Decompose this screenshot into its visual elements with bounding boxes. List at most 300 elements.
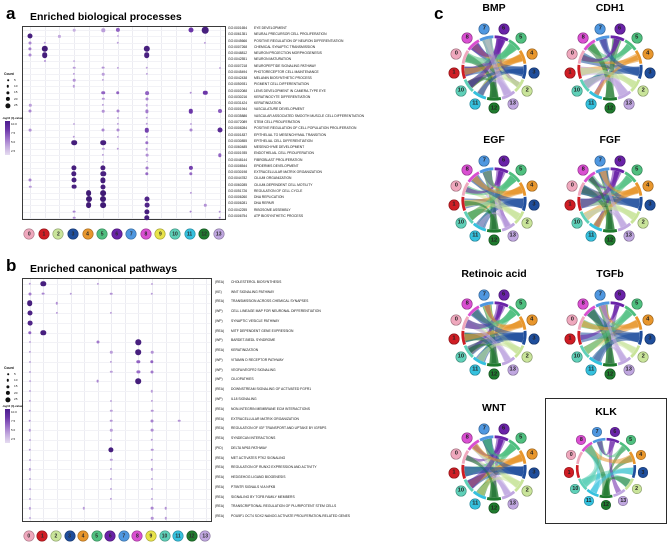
circos-node-0[interactable]: 0 — [566, 450, 576, 460]
cluster-chip-0[interactable]: 0 — [23, 531, 34, 542]
dot-marker — [203, 91, 207, 95]
circos-node-6[interactable]: 6 — [614, 289, 625, 300]
grid-line-horizontal — [23, 284, 211, 285]
circos-node-10[interactable]: 10 — [455, 85, 466, 96]
circos-node-6[interactable]: 6 — [498, 423, 509, 434]
term-name: REGULATION OF CELL CYCLE — [254, 188, 303, 193]
chord-group — [580, 38, 639, 97]
dot-marker — [42, 52, 48, 58]
dot-marker — [151, 449, 154, 452]
circos-node-2[interactable]: 2 — [522, 217, 533, 228]
circos-node-2[interactable]: 2 — [638, 85, 649, 96]
circos-node-5[interactable]: 5 — [515, 32, 526, 43]
legend-size-dot — [5, 103, 10, 108]
dot-marker — [178, 419, 181, 422]
dot-marker — [110, 488, 112, 490]
dot-marker — [86, 190, 92, 196]
legend-size-label: 5 — [14, 77, 16, 82]
term-identifier: GO:0006281 — [228, 201, 248, 206]
circos-plot-egf — [442, 148, 546, 252]
dot-marker — [136, 340, 141, 345]
term-label-row — [215, 339, 275, 342]
dot-marker — [145, 172, 148, 175]
cluster-chip-10[interactable]: 10 — [159, 531, 170, 542]
circos-title-bmp: BMP — [482, 2, 506, 14]
panel-b-letter: b — [6, 256, 17, 275]
circos-plot-wnt — [442, 416, 546, 520]
term-identifier: (REA) — [215, 514, 225, 519]
circos-node-4[interactable]: 4 — [526, 48, 537, 59]
dot-marker — [29, 110, 32, 113]
grid-line-horizontal — [23, 430, 211, 431]
circos-node-7[interactable]: 7 — [479, 289, 490, 300]
grid-line-vertical — [98, 279, 99, 521]
cluster-chip-0[interactable]: 0 — [24, 229, 35, 240]
cluster-chip-3[interactable]: 3 — [68, 229, 79, 240]
circos-node-0[interactable]: 0 — [451, 180, 462, 191]
circos-node-10[interactable]: 10 — [455, 217, 466, 228]
term-label-row — [228, 27, 287, 30]
circos-node-12[interactable]: 12 — [605, 103, 616, 114]
circos-node-10[interactable]: 10 — [571, 351, 582, 362]
term-name: EXTRACELLULAR MATRIX ORGANIZATION — [254, 170, 322, 175]
dot-marker — [144, 46, 150, 52]
grid-line-horizontal — [23, 193, 225, 194]
circos-node-0[interactable]: 0 — [567, 180, 578, 191]
circos-node-13[interactable]: 13 — [507, 230, 518, 241]
circos-node-2[interactable]: 2 — [522, 351, 533, 362]
cluster-chip-12[interactable]: 12 — [199, 229, 210, 240]
circos-node-12[interactable]: 12 — [489, 235, 500, 246]
circos-node-2[interactable]: 2 — [638, 217, 649, 228]
dot-marker — [116, 110, 119, 113]
term-label-row — [228, 159, 302, 162]
cluster-chip-5[interactable]: 5 — [91, 531, 102, 542]
dot-marker — [189, 172, 192, 175]
term-identifier: GO:0007218 — [228, 63, 248, 68]
circos-node-10[interactable]: 10 — [571, 85, 582, 96]
circos-node-6[interactable]: 6 — [610, 427, 620, 437]
circos-node-3[interactable]: 3 — [645, 333, 656, 344]
dot-marker — [29, 517, 31, 519]
circos-node-1[interactable]: 1 — [449, 333, 460, 344]
dot-marker — [146, 148, 149, 151]
dot-marker — [188, 28, 193, 33]
circos-node-7[interactable]: 7 — [595, 289, 606, 300]
circos-node-4[interactable]: 4 — [526, 448, 537, 459]
term-label-row — [215, 291, 274, 294]
circos-node-3[interactable]: 3 — [645, 67, 656, 78]
term-name: STEM CELL PROLIFERATION — [254, 120, 301, 124]
circos-node-11[interactable]: 11 — [470, 230, 481, 241]
grid-line-horizontal — [23, 155, 225, 156]
dot-marker — [145, 91, 149, 95]
term-identifier: GO:0035886 — [228, 113, 248, 118]
dot-marker — [151, 409, 154, 412]
dot-marker — [218, 109, 222, 113]
circos-node-12[interactable]: 12 — [489, 103, 500, 114]
cluster-chip-3[interactable]: 3 — [64, 531, 75, 542]
circos-node-0[interactable]: 0 — [451, 314, 462, 325]
cluster-chip-13[interactable]: 13 — [200, 531, 211, 542]
grid-line-horizontal — [23, 362, 211, 363]
term-label-row — [215, 476, 285, 479]
term-name: NON-INTEGRIN MEMBRANE ECM INTERACTIONS — [231, 406, 310, 411]
canonical-pathways-term-labels — [215, 278, 430, 522]
circos-node-12[interactable]: 12 — [605, 235, 616, 246]
circos-node-3[interactable]: 3 — [645, 199, 656, 210]
term-identifier: (PID) — [215, 445, 223, 450]
cluster-chip-8[interactable]: 8 — [132, 531, 143, 542]
ring-sector-1 — [579, 65, 581, 79]
circos-node-2[interactable]: 2 — [522, 85, 533, 96]
circos-node-5[interactable]: 5 — [631, 298, 642, 309]
dot-marker — [190, 123, 192, 125]
circos-node-3[interactable]: 3 — [529, 67, 540, 78]
cluster-chip-2[interactable]: 2 — [50, 531, 61, 542]
circos-node-1[interactable]: 1 — [449, 67, 460, 78]
term-label-row — [215, 398, 257, 401]
circos-node-11[interactable]: 11 — [470, 498, 481, 509]
term-label-row — [228, 46, 315, 49]
term-label-row — [215, 486, 275, 489]
circos-node-3[interactable]: 3 — [529, 333, 540, 344]
circos-node-4[interactable]: 4 — [642, 48, 653, 59]
term-identifier: (REA) — [215, 426, 225, 431]
cluster-chip-8[interactable]: 8 — [140, 229, 151, 240]
term-label-row — [228, 40, 343, 43]
legend-colorbar-b — [5, 409, 10, 443]
dot-marker — [145, 154, 148, 157]
term-identifier: (WP) — [215, 318, 223, 323]
circos-node-7[interactable]: 7 — [479, 155, 490, 166]
ring-sector-1 — [577, 465, 579, 478]
circos-node-8[interactable]: 8 — [462, 432, 473, 443]
canonical-pathways-cluster-axis — [22, 528, 212, 544]
cluster-chip-2[interactable]: 2 — [53, 229, 64, 240]
circos-title-wnt: WNT — [482, 402, 506, 414]
term-label-row — [228, 140, 313, 143]
legend-size-dot — [7, 373, 9, 375]
grid-line-horizontal — [23, 118, 225, 119]
circos-node-12[interactable]: 12 — [605, 369, 616, 380]
circos-node-8[interactable]: 8 — [462, 164, 473, 175]
term-label-row — [228, 215, 303, 218]
circos-node-8[interactable]: 8 — [462, 32, 473, 43]
grid-line-vertical — [166, 279, 167, 521]
dot-marker — [145, 141, 148, 144]
cluster-chip-11[interactable]: 11 — [173, 531, 184, 542]
cluster-chip-10[interactable]: 10 — [170, 229, 181, 240]
circos-node-11[interactable]: 11 — [470, 98, 481, 109]
term-identifier: GO:0048144 — [228, 157, 248, 162]
cluster-chip-4[interactable]: 4 — [82, 229, 93, 240]
term-name: DNA REPAIR — [254, 201, 275, 206]
panel-b-title: Enriched canonical pathways — [30, 263, 178, 275]
ring-sector-1 — [579, 331, 581, 345]
dot-marker — [28, 331, 31, 334]
term-name: MET ACTIVATES PTK2 SIGNALING — [231, 455, 286, 460]
dot-marker — [150, 370, 153, 373]
legend-color-title-b: -log10 (Q-value) — [2, 404, 24, 408]
cluster-chip-6[interactable]: 6 — [105, 531, 116, 542]
term-identifier: (REA) — [215, 494, 225, 499]
circos-plot-fgf — [558, 148, 662, 252]
grid-line-horizontal — [23, 218, 225, 219]
circos-node-3[interactable]: 3 — [638, 467, 648, 477]
dot-marker — [29, 439, 31, 441]
term-name: ENDOTHELIAL CELL PROLIFERATION — [254, 151, 314, 156]
cluster-chip-13[interactable]: 13 — [213, 229, 224, 240]
term-name: NEUROPEPTIDE SIGNALING PATHWAY — [254, 63, 317, 68]
dot-marker — [218, 154, 221, 157]
dot-marker — [101, 178, 106, 183]
dot-marker — [137, 370, 140, 373]
dot-marker — [151, 351, 154, 354]
term-identifier: GO:0002088 — [228, 88, 248, 93]
cluster-chip-7[interactable]: 7 — [126, 229, 137, 240]
term-label-row — [228, 127, 356, 130]
term-name: VASCULATURE DEVELOPMENT — [254, 107, 305, 112]
term-label-row — [228, 108, 304, 111]
term-name: FIBROBLAST PROLIFERATION — [254, 157, 303, 162]
grid-line-horizontal — [23, 469, 211, 470]
grid-line-horizontal — [23, 372, 211, 373]
circos-node-13[interactable]: 13 — [507, 98, 518, 109]
term-identifier: (REA) — [215, 299, 225, 304]
dot-marker — [73, 61, 75, 63]
ring-sector-3 — [639, 331, 641, 345]
circos-node-13[interactable]: 13 — [507, 364, 518, 375]
circos-node-6[interactable]: 6 — [614, 23, 625, 34]
term-name: SIGNALING BY TGFB FAMILY MEMBERS — [231, 494, 295, 499]
circos-node-10[interactable]: 10 — [571, 217, 582, 228]
circos-node-3[interactable]: 3 — [529, 199, 540, 210]
circos-node-10[interactable]: 10 — [455, 351, 466, 362]
ring-sector-3 — [639, 197, 641, 211]
circos-node-0[interactable]: 0 — [567, 314, 578, 325]
term-identifier: GO:0051726 — [228, 188, 248, 193]
circos-node-7[interactable]: 7 — [595, 23, 606, 34]
circos-node-6[interactable]: 6 — [498, 289, 509, 300]
colorbar-tick-label: 5.0 — [11, 140, 16, 144]
circos-node-3[interactable]: 3 — [529, 467, 540, 478]
term-label-row — [228, 190, 302, 193]
grid-line-horizontal — [23, 86, 225, 87]
legend-size-dot — [7, 85, 9, 87]
term-name: SYNAPTIC VESICLE PATHWAY — [231, 318, 280, 323]
circos-node-6[interactable]: 6 — [498, 155, 509, 166]
dot-marker — [136, 349, 142, 355]
cluster-chip-7[interactable]: 7 — [118, 531, 129, 542]
term-identifier: GO:0030216 — [228, 94, 248, 99]
grid-line-horizontal — [23, 30, 225, 31]
circos-node-10[interactable]: 10 — [570, 484, 580, 494]
circos-node-8[interactable]: 8 — [576, 435, 586, 445]
circos-node-5[interactable]: 5 — [631, 32, 642, 43]
term-name: IL18 SIGNALING — [231, 397, 257, 401]
grid-line-horizontal — [23, 479, 211, 480]
term-identifier: (WP) — [215, 377, 223, 382]
circos-node-4[interactable]: 4 — [642, 180, 653, 191]
term-identifier: GO:0008544 — [228, 163, 248, 168]
circos-node-0[interactable]: 0 — [451, 48, 462, 59]
cluster-chip-1[interactable]: 1 — [38, 229, 49, 240]
colorbar-tick-label: 2.5 — [11, 437, 16, 441]
cluster-chip-9[interactable]: 9 — [155, 229, 166, 240]
chord-group — [581, 441, 633, 495]
circos-node-8[interactable]: 8 — [578, 164, 589, 175]
circos-node-8[interactable]: 8 — [578, 32, 589, 43]
circos-node-1[interactable]: 1 — [449, 199, 460, 210]
circos-node-1[interactable]: 1 — [565, 333, 576, 344]
circos-node-13[interactable]: 13 — [618, 496, 628, 506]
term-label-row — [228, 77, 312, 80]
dot-marker — [71, 165, 76, 170]
dot-marker — [110, 478, 112, 480]
dot-marker — [144, 197, 149, 202]
cluster-chip-12[interactable]: 12 — [186, 531, 197, 542]
circos-node-7[interactable]: 7 — [479, 23, 490, 34]
term-identifier: (REA) — [215, 436, 225, 441]
circos-node-13[interactable]: 13 — [623, 98, 634, 109]
term-identifier: GO:0045494 — [228, 69, 248, 74]
grid-line-horizontal — [23, 303, 211, 304]
circos-node-2[interactable]: 2 — [522, 485, 533, 496]
circos-node-12[interactable]: 12 — [489, 369, 500, 380]
circos-node-4[interactable]: 4 — [526, 180, 537, 191]
ring-sector-3 — [523, 65, 525, 79]
panel-a-title: Enriched biological processes — [30, 11, 182, 23]
dot-marker — [29, 179, 32, 182]
circos-node-8[interactable]: 8 — [578, 298, 589, 309]
legend-size-label: 15 — [14, 90, 18, 95]
ring-sector-12 — [487, 230, 501, 231]
term-label-row — [215, 447, 267, 450]
circos-node-1[interactable]: 1 — [564, 467, 574, 477]
term-identifier: (REA) — [215, 279, 225, 284]
circos-node-5[interactable]: 5 — [515, 432, 526, 443]
circos-node-8[interactable]: 8 — [462, 298, 473, 309]
circos-node-5[interactable]: 5 — [626, 435, 636, 445]
dot-marker — [100, 196, 106, 202]
legend-size-dot — [6, 391, 10, 395]
term-label-row — [215, 359, 284, 362]
circos-node-6[interactable]: 6 — [498, 23, 509, 34]
term-name: POSITIVE REGULATION OF CELL POPULATION PROLIFERATION — [254, 126, 357, 131]
dot-marker — [71, 140, 77, 146]
circos-node-1[interactable]: 1 — [449, 467, 460, 478]
legend-size-dot — [6, 385, 9, 388]
circos-node-11[interactable]: 11 — [584, 496, 594, 506]
term-name: CELL LINEAGE MAP FOR NEURONAL DIFFERENTIATION — [231, 309, 321, 314]
cluster-chip-5[interactable]: 5 — [97, 229, 108, 240]
circos-node-13[interactable]: 13 — [623, 230, 634, 241]
cluster-chip-11[interactable]: 11 — [184, 229, 195, 240]
term-identifier: GO:0001654 — [228, 26, 248, 31]
term-name: BARDET-BIEDL SYNDROME — [231, 338, 276, 343]
dot-marker — [189, 129, 192, 132]
term-label-row — [215, 437, 275, 440]
dot-marker — [145, 166, 148, 169]
term-label-row — [228, 115, 364, 118]
term-label-row — [215, 310, 321, 313]
legend-colorbar-a — [5, 121, 10, 155]
cluster-chip-9[interactable]: 9 — [145, 531, 156, 542]
term-identifier: (WP) — [215, 338, 223, 343]
dot-marker — [217, 128, 222, 133]
grid-line-horizontal — [23, 149, 225, 150]
circos-node-11[interactable]: 11 — [586, 364, 597, 375]
circos-node-4[interactable]: 4 — [636, 450, 646, 460]
circos-node-7[interactable]: 7 — [592, 427, 602, 437]
dot-marker — [29, 47, 32, 50]
circos-node-5[interactable]: 5 — [515, 298, 526, 309]
legend-colorbar-ticks-a — [11, 121, 25, 155]
circos-node-12[interactable]: 12 — [489, 503, 500, 514]
circos-node-7[interactable]: 7 — [595, 155, 606, 166]
dot-marker — [72, 184, 77, 189]
term-label-row — [228, 171, 322, 174]
dot-marker — [100, 190, 106, 196]
term-name: EXTRACELLULAR MATRIX ORGANIZATION — [231, 416, 299, 421]
circos-node-2[interactable]: 2 — [632, 484, 642, 494]
dot-marker — [73, 210, 76, 213]
circos-node-4[interactable]: 4 — [642, 314, 653, 325]
circos-node-13[interactable]: 13 — [623, 364, 634, 375]
circos-node-12[interactable]: 12 — [601, 500, 611, 510]
circos-node-5[interactable]: 5 — [515, 164, 526, 175]
circos-node-2[interactable]: 2 — [638, 351, 649, 362]
circos-node-11[interactable]: 11 — [586, 98, 597, 109]
dot-marker — [42, 292, 45, 295]
colorbar-tick-label: 2.5 — [11, 149, 16, 153]
cluster-chip-4[interactable]: 4 — [78, 531, 89, 542]
term-label-row — [228, 71, 319, 74]
grid-line-horizontal — [23, 105, 225, 106]
circos-node-4[interactable]: 4 — [526, 314, 537, 325]
circos-node-0[interactable]: 0 — [567, 48, 578, 59]
term-identifier: GO:0045666 — [228, 38, 248, 43]
circos-node-5[interactable]: 5 — [631, 164, 642, 175]
circos-node-0[interactable]: 0 — [451, 448, 462, 459]
cluster-chip-1[interactable]: 1 — [37, 531, 48, 542]
dot-marker — [188, 109, 192, 113]
term-identifier: (REA) — [215, 348, 225, 353]
dot-marker — [29, 381, 31, 383]
circos-node-7[interactable]: 7 — [479, 423, 490, 434]
ring-sector-12 — [603, 364, 617, 365]
circos-node-10[interactable]: 10 — [455, 485, 466, 496]
circos-node-1[interactable]: 1 — [565, 199, 576, 210]
legend-count-title-a: Count — [4, 72, 14, 76]
term-label-row — [215, 418, 299, 421]
circos-node-6[interactable]: 6 — [614, 155, 625, 166]
colorbar-tick-label: 7.5 — [11, 419, 16, 423]
grid-line-horizontal — [23, 421, 211, 422]
cluster-chip-6[interactable]: 6 — [111, 229, 122, 240]
circos-node-11[interactable]: 11 — [470, 364, 481, 375]
ring-sector-12 — [487, 98, 501, 99]
grid-line-vertical — [71, 279, 72, 521]
ring-sector-3 — [523, 331, 525, 345]
term-name: CHOLESTEROL BIOSYNTHESIS — [231, 279, 282, 284]
term-identifier: GO:0001944 — [228, 107, 248, 112]
circos-node-13[interactable]: 13 — [507, 498, 518, 509]
circos-node-11[interactable]: 11 — [586, 230, 597, 241]
circos-node-1[interactable]: 1 — [565, 67, 576, 78]
legend-size-dot — [6, 97, 10, 101]
